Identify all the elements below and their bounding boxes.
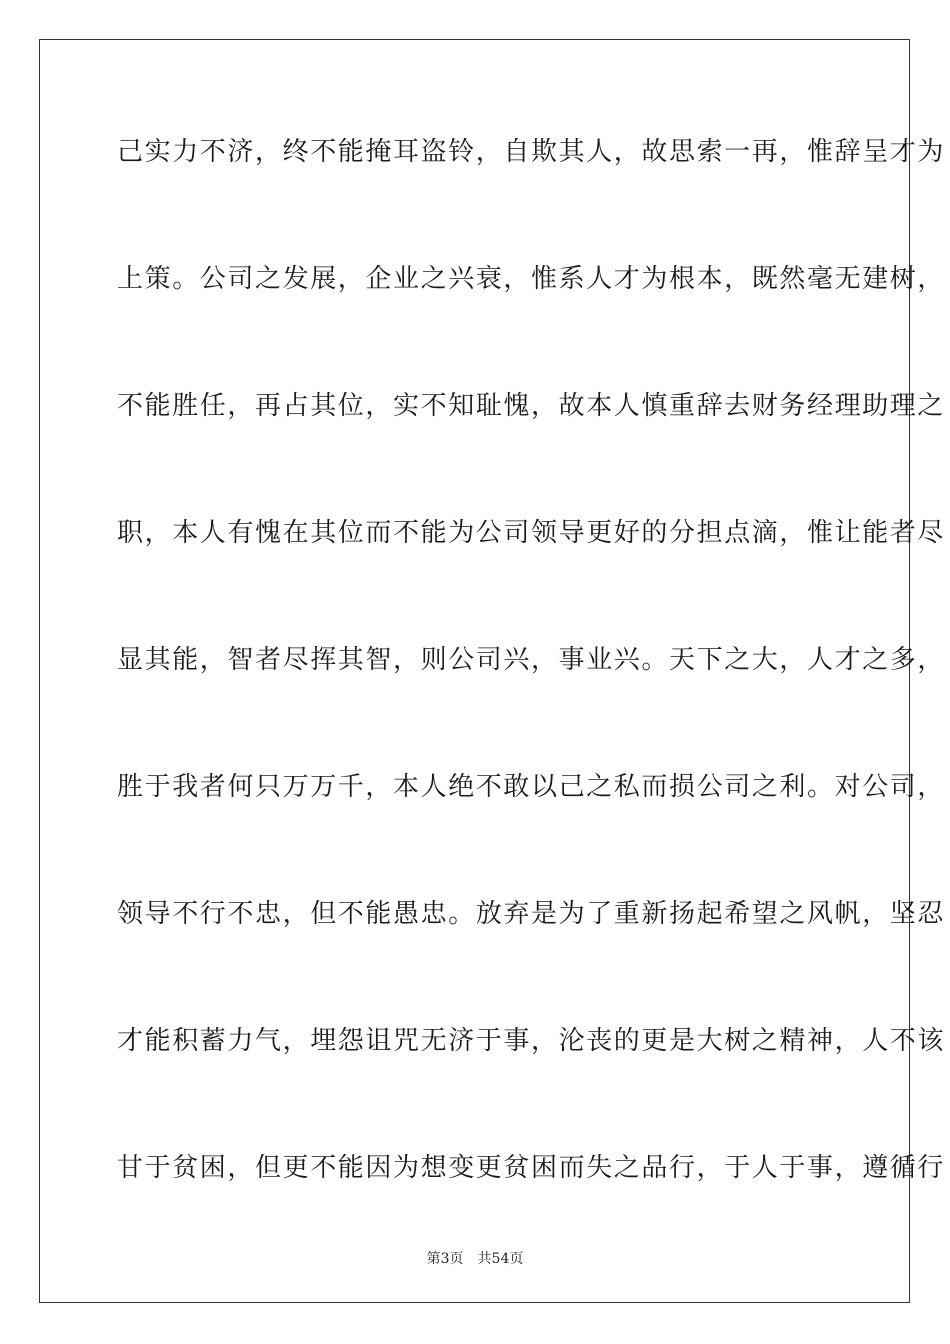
text-line: 甘于贫困，但更不能因为想变更贫困而失之品行，于人于事，遵循行	[117, 1153, 946, 1183]
text-line: 胜于我者何只万万千，本人绝不敢以己之私而损公司之利。对公司，	[117, 772, 946, 802]
page-total: 共54页	[477, 1251, 524, 1267]
text-line: 显其能，智者尽挥其智，则公司兴，事业兴。天下之大，人才之多，	[117, 645, 946, 675]
page-number: 第3页	[426, 1251, 464, 1267]
text-line: 己实力不济，终不能掩耳盗铃，自欺其人，故思索一再，惟辞呈才为	[117, 137, 946, 167]
text-line: 才能积蓄力气，埋怨诅咒无济于事，沦丧的更是大树之精神，人不该	[117, 1026, 946, 1056]
text-line: 不能胜任，再占其位，实不知耻愧，故本人慎重辞去财务经理助理之	[117, 391, 946, 421]
text-line: 职，本人有愧在其位而不能为公司领导更好的分担点滴，惟让能者尽	[117, 518, 946, 548]
page-footer	[0, 1248, 950, 1268]
document-body	[117, 128, 946, 1271]
text-line: 上策。公司之发展，企业之兴衰，惟系人才为根本，既然毫无建树，	[117, 264, 946, 294]
text-line: 领导不行不忠，但不能愚忠。放弃是为了重新扬起希望之风帆，坚忍	[117, 899, 946, 929]
